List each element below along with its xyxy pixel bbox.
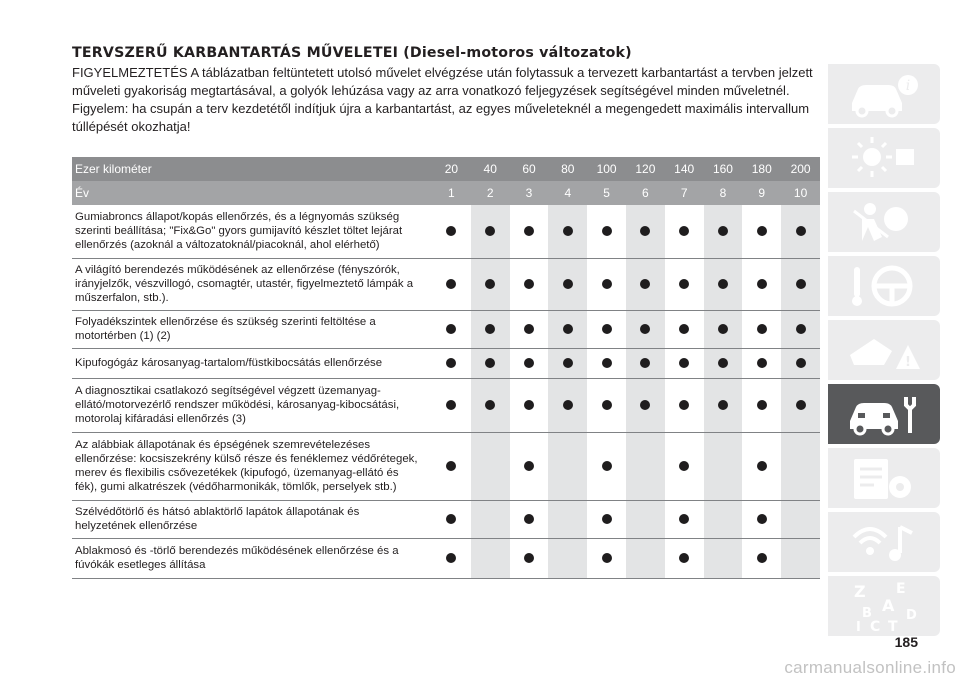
chapter-tab-warning-emergency[interactable] [828,320,940,380]
technical-data-gear-icon [844,453,924,503]
km-header-label: Ezer kilométer [72,157,432,181]
interval-cell [471,432,510,500]
scheduled-dot-icon [679,461,689,471]
interval-cell [665,258,704,310]
interval-cell [626,258,665,310]
interval-cell [587,205,626,258]
interval-cell [548,310,587,348]
interval-cell [742,432,781,500]
interval-cell [626,378,665,432]
scheduled-dot-icon [446,514,456,524]
interval-cell [510,432,549,500]
interval-cell [471,310,510,348]
dashboard-lights-icon [844,133,924,183]
page-title: TERVSZERŰ KARBANTARTÁS MŰVELETEI (Diesel-motoros változatok) [72,45,632,61]
km-header-cell: 20 [432,157,471,181]
interval-cell [432,205,471,258]
scheduled-dot-icon [640,226,650,236]
interval-cell [548,538,587,578]
multimedia-music-icon [844,517,924,567]
interval-cell [626,348,665,378]
scheduled-dot-icon [757,400,767,410]
interval-cell [781,258,820,310]
interval-cell [704,205,743,258]
interval-cell [665,205,704,258]
scheduled-dot-icon [640,324,650,334]
scheduled-dot-icon [563,324,573,334]
year-header-cell: 2 [471,181,510,205]
intro-text: FIGYELMEZTETÉS A táblázatban feltüntetett utolsó művelet elvégzése után folytassuk a tervezett karbantartást a tervben jelzett műveleti gyakoriság megtartásával, a golyók lehúzása vagy az arra vonatkozó feljegyzések segítségével minden műveletnél. Figyelem: ha csupán a terv kezdetétől indítjuk újra a karbantartást, az egyes műveleteknél a megengedett maximális intervallum túllépését okozhatja! [72,65,813,134]
table-row [72,310,820,348]
scheduled-dot-icon [796,226,806,236]
km-header-cell: 120 [626,157,665,181]
interval-cell [704,500,743,538]
interval-cell [548,205,587,258]
table-row [72,538,820,578]
interval-cell [510,310,549,348]
scheduled-dot-icon [640,279,650,289]
km-header-row [72,157,820,181]
scheduled-dot-icon [446,553,456,563]
scheduled-dot-icon [563,358,573,368]
interval-cell [510,258,549,310]
km-header-cell: 180 [742,157,781,181]
operation-description: Folyadékszintek ellenőrzése és szükség szerinti feltöltése a motortérben (1) (2) [72,310,432,348]
maintenance-schedule-table [72,157,820,579]
scheduled-dot-icon [718,400,728,410]
year-header-label: Év [72,181,432,205]
chapter-tab-multimedia-music[interactable] [828,512,940,572]
scheduled-dot-icon [679,358,689,368]
scheduled-dot-icon [446,324,456,334]
scheduled-dot-icon [757,279,767,289]
scheduled-dot-icon [446,400,456,410]
year-header-row [72,181,820,205]
chapter-tab-dashboard-lights[interactable] [828,128,940,188]
chapter-tab-technical-data-gear[interactable] [828,448,940,508]
interval-cell [587,500,626,538]
scheduled-dot-icon [524,226,534,236]
scheduled-dot-icon [679,400,689,410]
scheduled-dot-icon [485,279,495,289]
scheduled-dot-icon [485,400,495,410]
interval-cell [665,310,704,348]
scheduled-dot-icon [640,358,650,368]
scheduled-dot-icon [524,358,534,368]
scheduled-dot-icon [796,358,806,368]
svg-text:!: ! [905,355,911,370]
interval-cell [432,538,471,578]
scheduled-dot-icon [446,279,456,289]
interval-cell [587,378,626,432]
km-header-cell: 160 [704,157,743,181]
scheduled-dot-icon [485,226,495,236]
interval-cell [432,432,471,500]
interval-cell [626,310,665,348]
interval-cell [781,310,820,348]
interval-cell [704,538,743,578]
svg-text:T: T [888,619,898,633]
svg-text:A: A [882,596,895,615]
scheduled-dot-icon [796,400,806,410]
scheduled-dot-icon [602,553,612,563]
interval-cell [742,258,781,310]
km-header-cell: 140 [665,157,704,181]
operation-description: Gumiabroncs állapot/kopás ellenőrzés, és a légnyomás szükség szerinti beállítása; "Fix&Go" gyors gumijavító készlet töltet lejárat ellenőrzés (azoknál a változatoknál/piacoknál, ahol elérhető) [72,205,432,258]
svg-text:E: E [896,581,906,597]
svg-text:C: C [870,619,881,633]
interval-cell [742,205,781,258]
airbag-safety-icon [844,197,924,247]
km-header-cell: 100 [587,157,626,181]
operation-description: A diagnosztikai csatlakozó segítségével végzett üzemanyag-ellátó/motorvezérlő rendszer működési, károsanyag-kibocsátási, motorolaj kifáradási ellenőrzés (3) [72,378,432,432]
steering-wheel-key-icon [844,261,924,311]
scheduled-dot-icon [718,358,728,368]
interval-cell [432,378,471,432]
interval-cell [471,258,510,310]
interval-cell [704,310,743,348]
scheduled-dot-icon [602,324,612,334]
interval-cell [626,205,665,258]
interval-cell [626,538,665,578]
interval-cell [548,348,587,378]
chapter-tab-airbag-safety[interactable] [828,192,940,252]
interval-cell [665,378,704,432]
scheduled-dot-icon [524,553,534,563]
scheduled-dot-icon [796,279,806,289]
interval-cell [432,258,471,310]
scheduled-dot-icon [602,358,612,368]
interval-cell [781,500,820,538]
km-header-cell: 200 [781,157,820,181]
interval-cell [704,378,743,432]
scheduled-dot-icon [757,226,767,236]
interval-cell [471,205,510,258]
km-header-cell: 80 [548,157,587,181]
warning-emergency-icon [844,325,924,375]
interval-cell [742,310,781,348]
table-row [72,378,820,432]
interval-cell [704,348,743,378]
scheduled-dot-icon [679,553,689,563]
interval-cell [665,538,704,578]
operation-description: Ablakmosó és -törlő berendezés működésének ellenőrzése és a fúvókák esetleges állítása [72,538,432,578]
table-row [72,258,820,310]
interval-cell [781,378,820,432]
interval-cell [510,378,549,432]
scheduled-dot-icon [757,461,767,471]
scheduled-dot-icon [757,358,767,368]
scheduled-dot-icon [718,279,728,289]
interval-cell [587,310,626,348]
interval-cell [510,538,549,578]
scheduled-dot-icon [602,514,612,524]
interval-cell [742,348,781,378]
year-header-cell: 5 [587,181,626,205]
scheduled-dot-icon [524,514,534,524]
interval-cell [432,500,471,538]
interval-cell [665,432,704,500]
svg-text:i: i [905,78,911,94]
year-header-cell: 4 [548,181,587,205]
operation-description: A világító berendezés működésének az ellenőrzése (fényszórók, irányjelzők, vészvillogó, csomagtér, utastér, figyelmeztető lámpák a műszerfalon, stb.). [72,258,432,310]
scheduled-dot-icon [563,400,573,410]
scheduled-dot-icon [524,400,534,410]
interval-cell [471,538,510,578]
scheduled-dot-icon [485,324,495,334]
interval-cell [665,500,704,538]
year-header-cell: 10 [781,181,820,205]
interval-cell [432,348,471,378]
interval-cell [781,348,820,378]
operation-description: Kipufogógáz károsanyag-tartalom/füstkibocsátás ellenőrzése [72,348,432,378]
interval-cell [781,538,820,578]
interval-cell [471,378,510,432]
scheduled-dot-icon [757,553,767,563]
km-header-cell: 40 [471,157,510,181]
scheduled-dot-icon [679,514,689,524]
operation-description: Szélvédőtörlő és hátsó ablaktörlő lapátok állapotának és helyzetének ellenőrzése [72,500,432,538]
scheduled-dot-icon [524,324,534,334]
interval-cell [510,500,549,538]
scheduled-dot-icon [602,279,612,289]
year-header-cell: 9 [742,181,781,205]
scheduled-dot-icon [679,226,689,236]
svg-text:D: D [906,608,917,623]
scheduled-dot-icon [446,461,456,471]
scheduled-dot-icon [718,324,728,334]
interval-cell [510,348,549,378]
scheduled-dot-icon [524,279,534,289]
year-header-cell: 3 [510,181,549,205]
chapter-tab-sidebar [828,64,940,640]
interval-cell [704,432,743,500]
table-row [72,348,820,378]
table-row [72,432,820,500]
operation-description: Az alábbiak állapotának és épségének szemrevételezéses ellenőrzése: kocsiszekrény külső része és fenéklemez védőrétegek, merev és flexibilis csővezetékek (kipufogó, üzemanyag-ellátó és fék), gumi alkatrészek (védőharmonikák, tömlők, perselyek stb.) [72,432,432,500]
alphabetical-index-icon [844,579,924,633]
car-info-icon [844,69,924,119]
car-wrench-maintenance-icon [844,389,924,439]
scheduled-dot-icon [679,324,689,334]
year-header-cell: 1 [432,181,471,205]
year-header-cell: 8 [704,181,743,205]
interval-cell [548,378,587,432]
interval-cell [626,500,665,538]
interval-cell [781,205,820,258]
scheduled-dot-icon [679,279,689,289]
interval-cell [626,432,665,500]
svg-text:I: I [856,620,861,633]
page-number: 185 [894,634,918,650]
chapter-tab-car-wrench-maintenance[interactable] [828,384,940,444]
scheduled-dot-icon [757,324,767,334]
interval-cell [432,310,471,348]
scheduled-dot-icon [524,461,534,471]
interval-cell [471,500,510,538]
year-header-cell: 7 [665,181,704,205]
interval-cell [781,432,820,500]
interval-cell [742,378,781,432]
interval-cell [587,258,626,310]
interval-cell [742,538,781,578]
chapter-tab-steering-wheel-key[interactable] [828,256,940,316]
scheduled-dot-icon [602,226,612,236]
year-header-cell: 6 [626,181,665,205]
interval-cell [548,432,587,500]
chapter-tab-alphabetical-index[interactable] [828,576,940,636]
chapter-tab-car-info[interactable] [828,64,940,124]
interval-cell [548,258,587,310]
scheduled-dot-icon [446,226,456,236]
scheduled-dot-icon [757,514,767,524]
table-row [72,500,820,538]
scheduled-dot-icon [796,324,806,334]
intro-block [72,44,820,136]
svg-text:B: B [862,606,872,621]
scheduled-dot-icon [640,400,650,410]
interval-cell [587,348,626,378]
scheduled-dot-icon [602,461,612,471]
interval-cell [587,538,626,578]
svg-text:Z: Z [854,582,866,601]
table-row [72,205,820,258]
interval-cell [704,258,743,310]
interval-cell [471,348,510,378]
interval-cell [742,500,781,538]
scheduled-dot-icon [602,400,612,410]
interval-cell [665,348,704,378]
interval-cell [510,205,549,258]
interval-cell [587,432,626,500]
watermark: carmanualsonline.info [784,658,956,677]
scheduled-dot-icon [485,358,495,368]
km-header-cell: 60 [510,157,549,181]
interval-cell [548,500,587,538]
scheduled-dot-icon [446,358,456,368]
scheduled-dot-icon [718,226,728,236]
scheduled-dot-icon [563,279,573,289]
scheduled-dot-icon [563,226,573,236]
